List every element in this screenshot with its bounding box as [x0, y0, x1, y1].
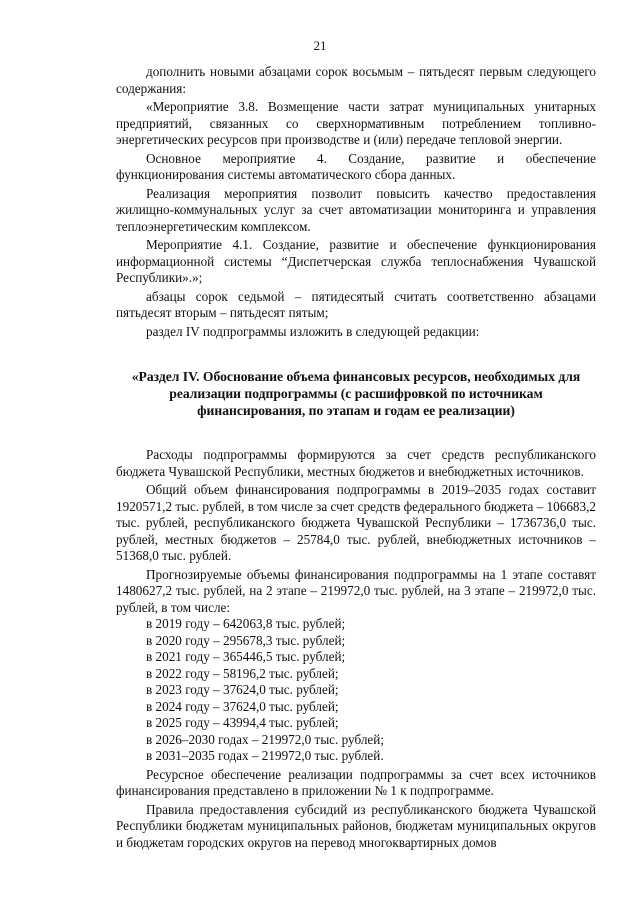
list-item: в 2026–2030 годах – 219972,0 тыс. рублей;: [146, 731, 384, 747]
document-body: [116, 62, 596, 851]
paragraph-stages: Прогнозируемые объемы финансирования подпрограммы на 1 этапе составят 1480627,2 тыс. рублей, на 2 этапе – 219972,0 тыс. рублей, на 3 этапе – 219972,0 тыс. рублей, в том числе:: [116, 566, 596, 615]
list-item: в 2021 году – 365446,5 тыс. рублей;: [146, 649, 346, 664]
paragraph-expenses: Расходы подпрограммы формируются за счет средств республиканского бюджета Чувашской Республики, местных бюджетов и внебюджетных источников.: [116, 447, 596, 479]
paragraph-main-measure-4: Основное мероприятие 4. Создание, развитие и обеспечение функционирования системы автоматического сбора данных.: [116, 150, 596, 182]
paragraph-intro: дополнить новыми абзацами сорок восьмым – пятьдесят первым следующего содержания:: [116, 64, 596, 96]
page-number: 21: [313, 38, 327, 53]
paragraph-subsidy-rules: Правила предоставления субсидий из республиканского бюджета Чувашской Республики бюджетам муниципальных районов, бюджетам муниципальных округов и бюджетам городских округов на перевод многоквартирных домов: [116, 801, 596, 850]
paragraph-resources: Ресурсное обеспечение реализации подпрограммы за счет всех источников финансирования представлено в приложении № 1 к подпрограмме.: [116, 766, 596, 798]
paragraph-measure-3-8: «Мероприятие 3.8. Возмещение части затрат муниципальных унитарных предприятий, связанных со сверхнормативным потреблением топливно-энергетических ресурсов при производстве и (или) передаче тепловой энергии.: [116, 99, 596, 147]
paragraph-section-intro: раздел IV подпрограммы изложить в следующей редакции:: [146, 323, 480, 339]
list-item: в 2020 году – 295678,3 тыс. рублей;: [146, 632, 346, 648]
paragraph-implementation: Реализация мероприятия позволит повысить качество предоставления жилищно-коммунальных услуг за счет автоматизации мониторинга и управления теплоэнергетическим комплексом.: [116, 185, 596, 234]
list-item: в 2019 году – 642063,8 тыс. рублей;: [146, 616, 346, 631]
list-item: в 2022 году – 58196,2 тыс. рублей;: [146, 665, 339, 681]
list-item: в 2024 году – 37624,0 тыс. рублей;: [146, 698, 339, 714]
paragraph-renumber: абзацы сорок седьмой – пятидесятый считать соответственно абзацами пятьдесят вторым – пятьдесят пятым;: [116, 288, 596, 320]
list-item: в 2023 году – 37624,0 тыс. рублей;: [146, 682, 339, 697]
paragraph-measure-4-1: Мероприятие 4.1. Создание, развитие и обеспечение функционирования информационной системы “Диспетчерская служба теплоснабжения Чувашской Республики».»;: [116, 237, 596, 285]
list-item: в 2025 году – 43994,4 тыс. рублей;: [146, 715, 339, 730]
paragraph-total-volume: Общий объем финансирования подпрограммы в 2019–2035 годах составит 1920571,2 тыс. рублей, в том числе за счет средств федерального бюджета – 106683,2 тыс. рублей, республиканского бюджета Чувашской Республики – 1736736,0 тыс. рублей, местных бюджетов – 25784,0 тыс. рублей, внебюджетных источников – 51368,0 тыс. рублей.: [116, 482, 596, 563]
section-heading: «Раздел IV. Обоснование объема финансовых ресурсов, необходимых для реализации подпрограммы (с расшифровкой по источникам финансирования, по этапам и годам ее реализации): [131, 369, 581, 418]
list-item: в 2031–2035 годах – 219972,0 тыс. рублей.: [146, 748, 384, 763]
year-funding-list: [116, 616, 596, 765]
